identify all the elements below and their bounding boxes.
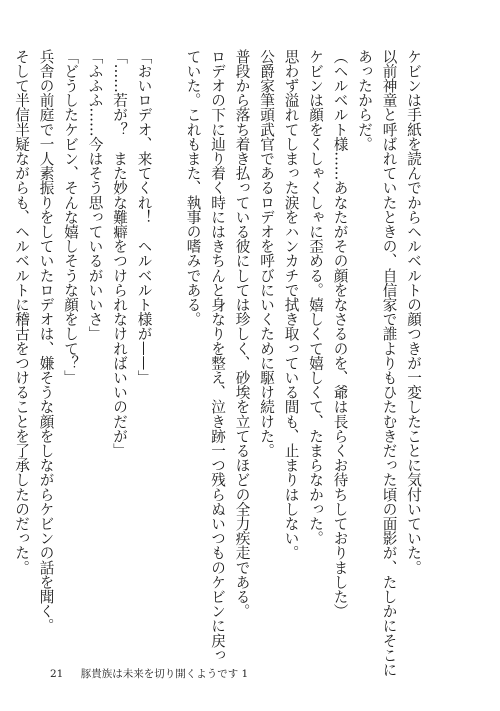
dialogue-line: 「どうしたケビン、そんな嬉しそうな顔をして？」 <box>62 49 79 385</box>
text-line: 普段から落ち着き払っている彼にしては珍しく、砂埃を立てるほどの全力疾走である。 <box>233 49 251 619</box>
text-line: そして半信半疑ながらも、ヘルベルトに稽古をつけることを了承したのだった。 <box>13 49 30 575</box>
text-line: 以前神童と呼ばれていたときの、自信家で誰よりもひたむきだった頃の面影が、たしかにそこに <box>380 49 398 677</box>
text-line: 兵舎の前庭で一人素振りをしていたロデオは、嫌そうな顔をしながらケビンの話を聞く。 <box>37 49 55 633</box>
text-line: 思わず溢れてしまった涙をハンカチで拭き取っている間も、止まりはしない。 <box>282 49 300 560</box>
text-line: あったからだ。 <box>356 49 373 152</box>
dialogue-line: 「おいロデオ、来てくれ！ ヘルベルト様が——」 <box>135 49 153 385</box>
paragraph-gap <box>156 49 181 609</box>
page-number: 21 <box>50 668 64 680</box>
text-line: （ヘルベルト様……あなたがその顔をなさるのを、爺は長らくお待ちしておりました） <box>331 49 349 619</box>
dialogue-line: 「ふふふ……今はそう思っているがいいさ」 <box>86 49 104 341</box>
text-line: 公爵家筆頭武官であるロデオを呼びにいくために駆け続けた。 <box>258 49 275 458</box>
text-line: ていた。これもまた、執事の嗜みである。 <box>184 49 202 327</box>
page-footer <box>50 666 248 681</box>
text-line: ロデオの下に辿り着く時にはきちんと身なりを整え、泣き跡一つ残らぬいつものケビンに戻っ <box>209 49 226 663</box>
text-line: ケビンは顔をくしゃくしゃに歪める。嬉しくて嬉しくて、たまらなかった。 <box>307 49 324 546</box>
book-title: 豚貴族は未来を切り開くようです 1 <box>80 668 249 680</box>
text-line: ケビンは手紙を読んでからヘルベルトの顔つきが一変したことに気付いていた。 <box>405 49 422 575</box>
dialogue-line: 「……若が？ また妙な難癖をつけられなければいいのだが」 <box>111 49 128 458</box>
